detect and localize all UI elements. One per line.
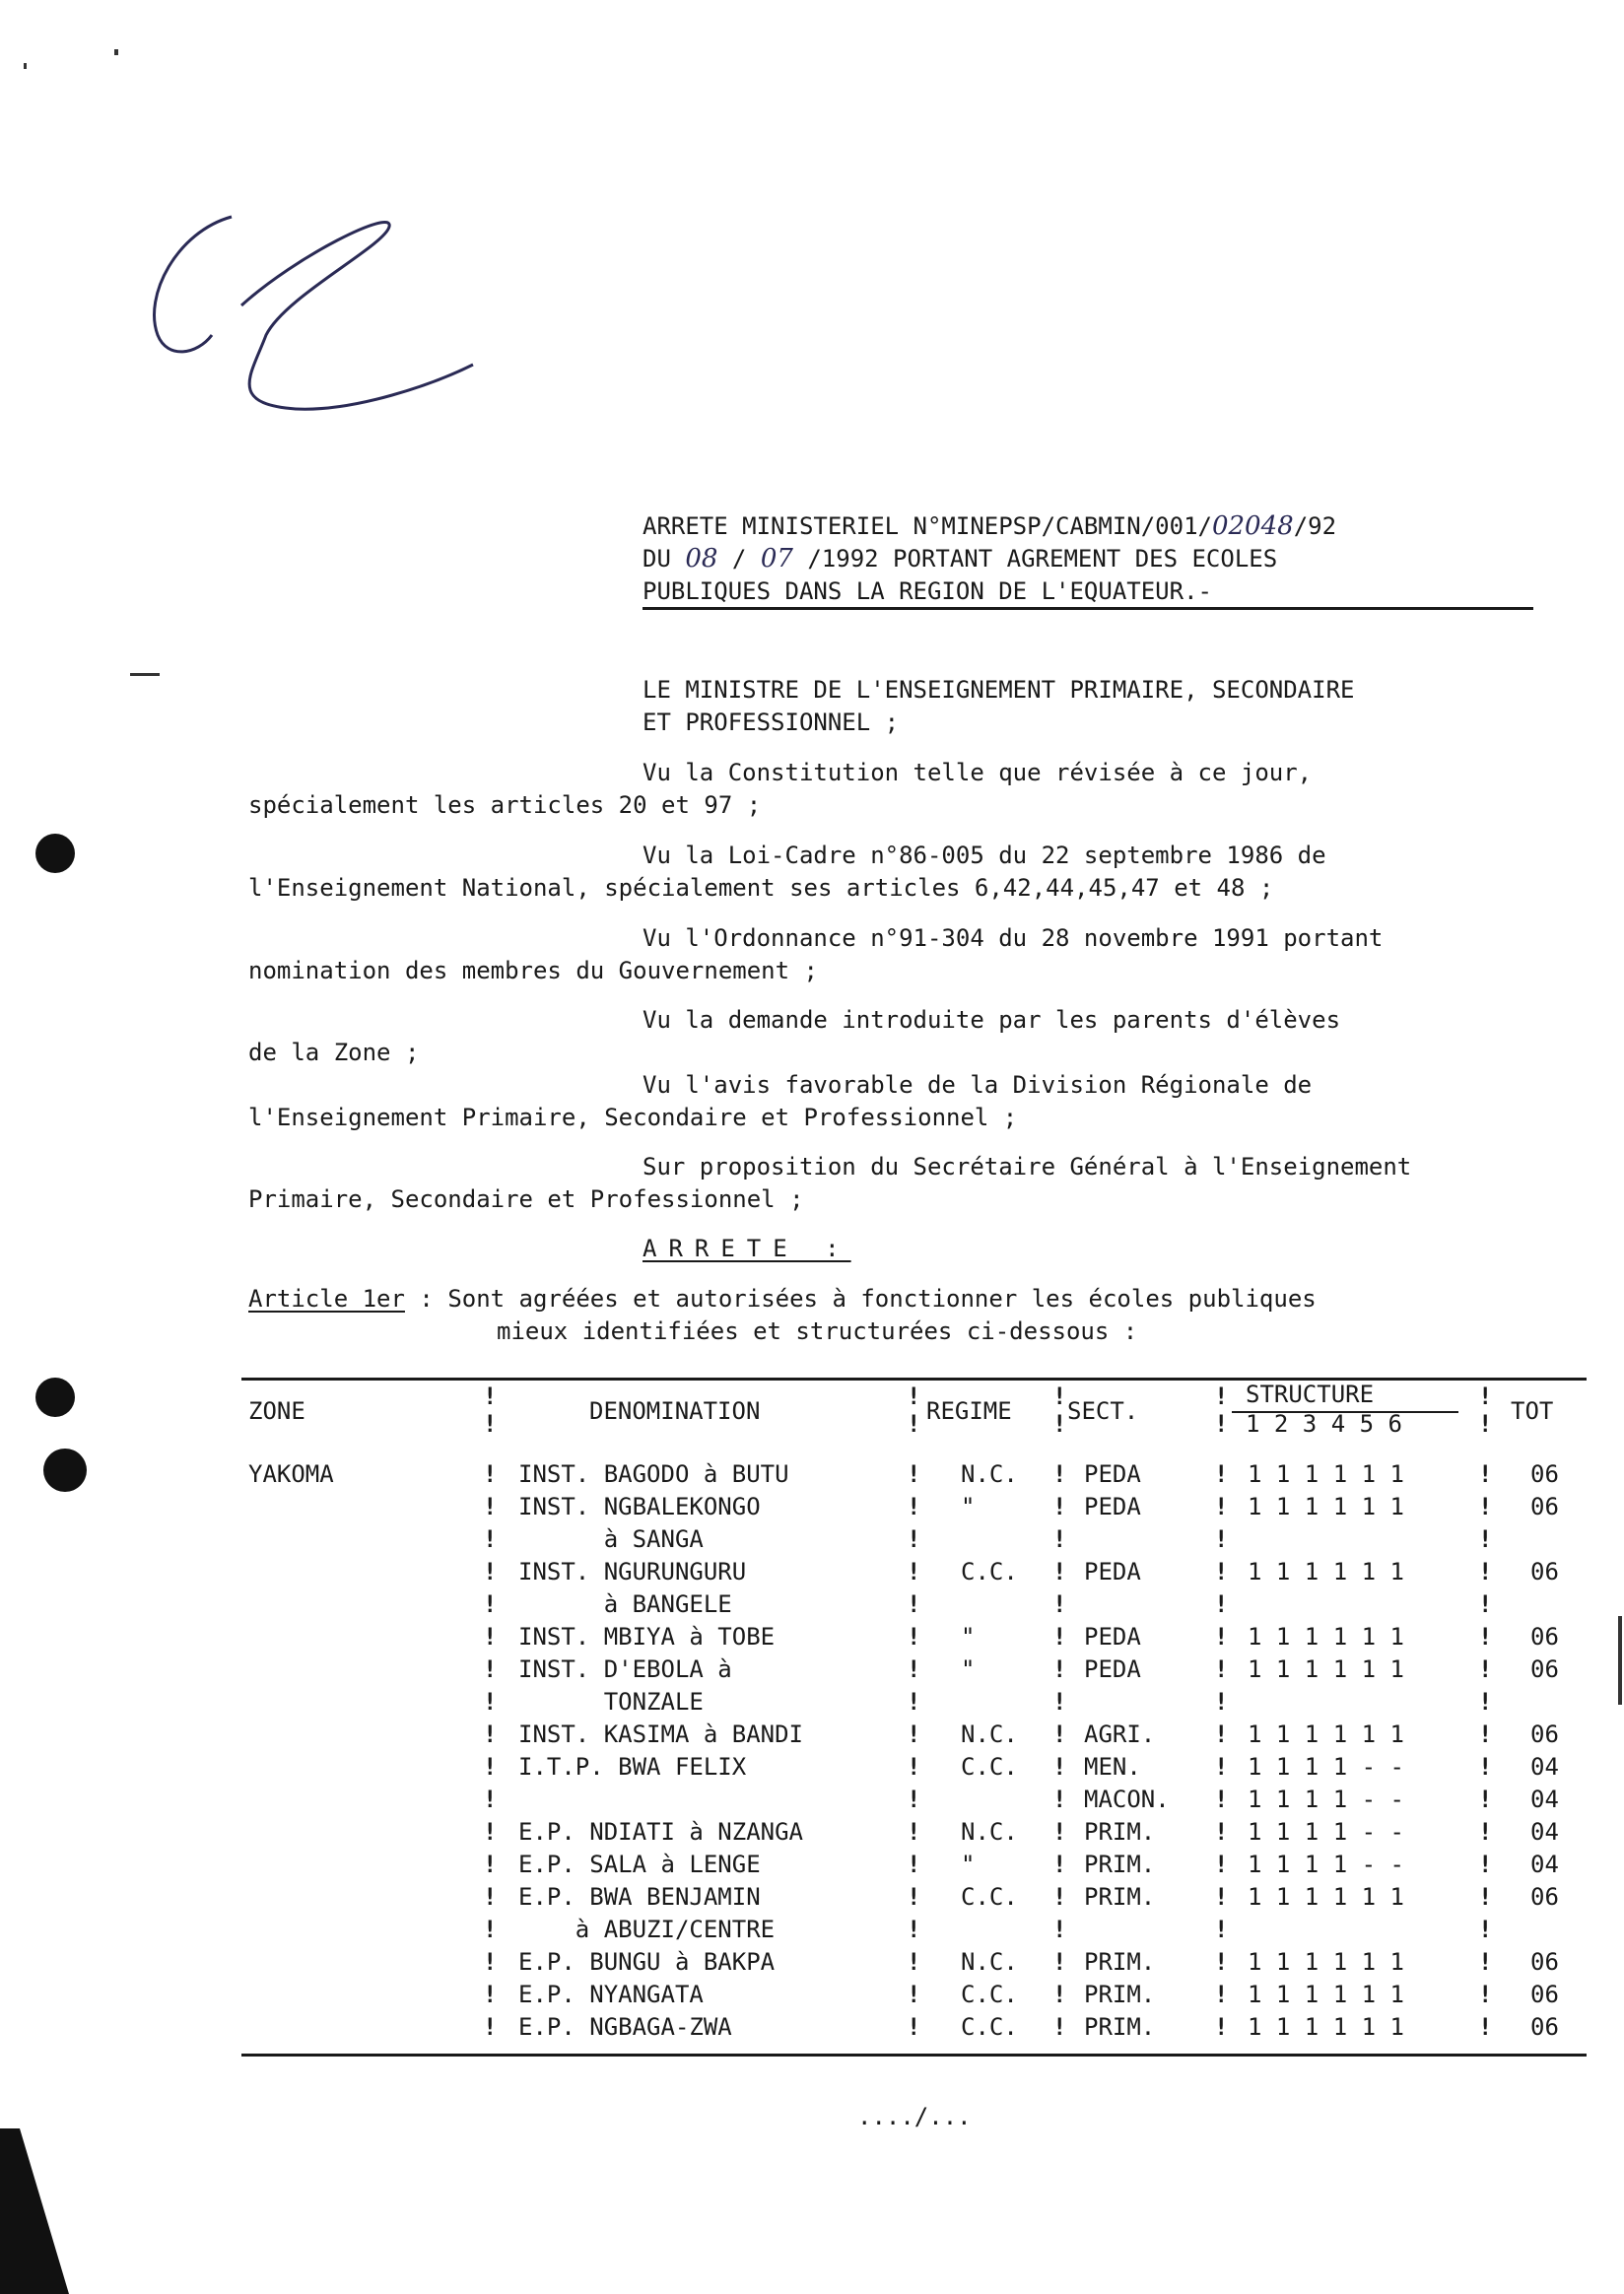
- cell-tot: 06: [1530, 1883, 1559, 1911]
- column-separator: !: [1214, 1558, 1229, 1586]
- cell-denomination: INST. MBIYA à TOBE: [518, 1623, 776, 1651]
- cell-regime: C.C.: [961, 1753, 1018, 1781]
- handwritten-initials: [138, 187, 493, 424]
- cell-tot: 06: [1530, 1460, 1559, 1488]
- cell-sect: PEDA: [1084, 1460, 1141, 1488]
- column-separator: !: [483, 1525, 498, 1553]
- column-separator: !: [1478, 2013, 1493, 2041]
- column-separator: !: [907, 1525, 921, 1553]
- cell-tot: 04: [1530, 1786, 1559, 1813]
- column-separator: !: [483, 1851, 498, 1878]
- cell-denomination: INST. BAGODO à BUTU: [518, 1460, 789, 1488]
- header-tot: TOT: [1511, 1397, 1554, 1425]
- cell-denomination: E.P. NYANGATA: [518, 1981, 704, 2008]
- cell-regime: C.C.: [961, 2013, 1018, 2041]
- column-separator: !: [1052, 1460, 1067, 1488]
- cell-structure: 1 1 1 1 1 1: [1248, 1493, 1404, 1520]
- column-separator: !: [1478, 1525, 1493, 1553]
- column-separator: !: [907, 1460, 921, 1488]
- column-separator: !: [907, 1851, 921, 1878]
- cell-structure: 1 1 1 1 1 1: [1248, 1558, 1404, 1586]
- column-separator: !: [1052, 1623, 1067, 1651]
- cell-structure: 1 1 1 1 1 1: [1248, 1720, 1404, 1748]
- column-separator: !: [1214, 1493, 1229, 1520]
- cell-sect: PEDA: [1084, 1493, 1141, 1520]
- column-separator: !: [907, 2013, 921, 2041]
- column-separator: !: [907, 1786, 921, 1813]
- cell-sect: MEN.: [1084, 1753, 1141, 1781]
- column-separator: !: [1214, 1460, 1229, 1488]
- cell-sect: PEDA: [1084, 1623, 1141, 1651]
- decree-title-line1: ARRETE MINISTERIEL N°MINEPSP/CABMIN/001/02048/92: [643, 511, 1337, 541]
- cell-structure: 1 1 1 1 - -: [1248, 1786, 1404, 1813]
- column-separator: !: [1052, 1655, 1067, 1683]
- column-separator: !: [1478, 1688, 1493, 1716]
- cell-regime: ": [961, 1493, 976, 1520]
- scan-edge-shadow: [0, 2128, 89, 2294]
- punch-hole-mark: [35, 1378, 75, 1417]
- cell-tot: 06: [1530, 1720, 1559, 1748]
- column-separator: !: [1214, 1623, 1229, 1651]
- cell-sect: PRIM.: [1084, 1818, 1156, 1846]
- cell-sect: PRIM.: [1084, 1851, 1156, 1878]
- column-separator: !: [1052, 1948, 1067, 1976]
- column-separator: !: [907, 1720, 921, 1748]
- vu-loi-cadre-a: Vu la Loi-Cadre n°86-005 du 22 septembre 1986 de: [643, 842, 1326, 869]
- cell-tot: 04: [1530, 1818, 1559, 1846]
- cell-structure: 1 1 1 1 1 1: [1248, 2013, 1404, 2041]
- column-separator: !: [483, 1916, 498, 1943]
- column-separator: !: [1478, 1590, 1493, 1618]
- sur-proposition-b: Primaire, Secondaire et Professionnel ;: [248, 1185, 804, 1213]
- cell-denomination: INST. KASIMA à BANDI: [518, 1720, 803, 1748]
- column-separator: !: [1478, 1786, 1493, 1813]
- column-separator: !: [483, 1558, 498, 1586]
- cell-regime: ": [961, 1851, 976, 1878]
- cell-regime: N.C.: [961, 1818, 1018, 1846]
- header-separator: ! !: [907, 1383, 921, 1438]
- minister-line1: LE MINISTRE DE L'ENSEIGNEMENT PRIMAIRE, SECONDAIRE: [643, 676, 1355, 704]
- column-separator: !: [907, 1655, 921, 1683]
- cell-structure: 1 1 1 1 - -: [1248, 1818, 1404, 1846]
- handwritten-decree-number: 02048: [1211, 511, 1294, 541]
- table-top-rule: [241, 1378, 1587, 1381]
- cell-denomination: E.P. NDIATI à NZANGA: [518, 1818, 803, 1846]
- cell-regime: ": [961, 1655, 976, 1683]
- column-separator: !: [483, 1688, 498, 1716]
- column-separator: !: [1478, 1851, 1493, 1878]
- column-separator: !: [483, 1981, 498, 2008]
- article-1-line2: mieux identifiées et structurées ci-dessous :: [497, 1317, 1138, 1345]
- header-structure-digits: 1 2 3 4 5 6: [1246, 1410, 1402, 1438]
- column-separator: !: [1052, 1525, 1067, 1553]
- cell-denomination: TONZALE: [518, 1688, 704, 1716]
- column-separator: !: [907, 1916, 921, 1943]
- cell-denomination: E.P. SALA à LENGE: [518, 1851, 761, 1878]
- column-separator: !: [1478, 1981, 1493, 2008]
- vu-loi-cadre-b: l'Enseignement National, spécialement ses articles 6,42,44,45,47 et 48 ;: [248, 874, 1274, 902]
- column-separator: !: [1214, 1883, 1229, 1911]
- cell-regime: N.C.: [961, 1948, 1018, 1976]
- column-separator: !: [907, 1948, 921, 1976]
- column-separator: !: [1052, 1883, 1067, 1911]
- column-separator: !: [907, 1883, 921, 1911]
- column-separator: !: [1478, 1623, 1493, 1651]
- cell-sect: PRIM.: [1084, 1883, 1156, 1911]
- column-separator: !: [1478, 1948, 1493, 1976]
- cell-sect: MACON.: [1084, 1786, 1170, 1813]
- header-separator: ! !: [483, 1383, 498, 1438]
- cell-tot: 04: [1530, 1753, 1559, 1781]
- decree-title-line2: DU 08 / 07 /1992 PORTANT AGREMENT DES ECOLES: [643, 544, 1278, 574]
- column-separator: !: [1214, 1720, 1229, 1748]
- column-separator: !: [1478, 1720, 1493, 1748]
- column-separator: !: [1478, 1493, 1493, 1520]
- handwritten-month: 07: [760, 544, 793, 574]
- cell-denomination: INST. NGURUNGURU: [518, 1558, 747, 1586]
- cell-tot: 06: [1530, 1493, 1559, 1520]
- sur-proposition-a: Sur proposition du Secrétaire Général à l'Enseignement: [643, 1153, 1412, 1181]
- article-1-line1: Article 1er : Sont agréées et autorisées à fonctionner les écoles publiques: [248, 1285, 1317, 1313]
- article-label: Article 1er: [248, 1285, 405, 1313]
- column-separator: !: [1214, 1818, 1229, 1846]
- column-separator: !: [1214, 1948, 1229, 1976]
- cell-sect: PEDA: [1084, 1558, 1141, 1586]
- vu-constitution-a: Vu la Constitution telle que révisée à ce jour,: [643, 759, 1313, 786]
- column-separator: !: [1478, 1883, 1493, 1911]
- cell-regime: N.C.: [961, 1460, 1018, 1488]
- column-separator: !: [1478, 1655, 1493, 1683]
- column-separator: !: [1478, 1460, 1493, 1488]
- column-separator: !: [907, 1558, 921, 1586]
- column-separator: !: [483, 2013, 498, 2041]
- column-separator: !: [483, 1786, 498, 1813]
- column-separator: !: [1052, 1786, 1067, 1813]
- column-separator: !: [1478, 1916, 1493, 1943]
- header-separator: ! !: [1052, 1383, 1067, 1438]
- column-separator: !: [1214, 1786, 1229, 1813]
- cell-sect: PRIM.: [1084, 2013, 1156, 2041]
- cell-tot: 06: [1530, 1948, 1559, 1976]
- header-separator: ! !: [1214, 1383, 1229, 1438]
- handwritten-day: 08: [685, 544, 718, 574]
- column-separator: !: [1052, 1916, 1067, 1943]
- column-separator: !: [907, 1753, 921, 1781]
- cell-structure: 1 1 1 1 1 1: [1248, 1623, 1404, 1651]
- column-separator: !: [483, 1720, 498, 1748]
- cell-regime: C.C.: [961, 1883, 1018, 1911]
- column-separator: !: [907, 1981, 921, 2008]
- column-separator: !: [907, 1623, 921, 1651]
- cell-denomination: à ABUZI/CENTRE: [518, 1916, 776, 1943]
- cell-denomination: INST. D'EBOLA à: [518, 1655, 732, 1683]
- column-separator: !: [1052, 1753, 1067, 1781]
- column-separator: !: [1478, 1753, 1493, 1781]
- cell-structure: 1 1 1 1 1 1: [1248, 1948, 1404, 1976]
- column-separator: !: [483, 1948, 498, 1976]
- column-separator: !: [483, 1590, 498, 1618]
- header-zone: ZONE: [248, 1397, 305, 1425]
- column-separator: !: [1052, 1688, 1067, 1716]
- cell-regime: N.C.: [961, 1720, 1018, 1748]
- column-separator: !: [483, 1753, 498, 1781]
- scan-speck: [24, 63, 27, 69]
- cell-tot: 06: [1530, 1981, 1559, 2008]
- decree-title-line3: PUBLIQUES DANS LA REGION DE L'EQUATEUR.-: [643, 577, 1212, 605]
- cell-structure: 1 1 1 1 1 1: [1248, 1655, 1404, 1683]
- table-bottom-rule: [241, 2054, 1587, 2057]
- column-separator: !: [1214, 1590, 1229, 1618]
- column-separator: !: [1214, 1981, 1229, 2008]
- cell-denomination: E.P. BUNGU à BAKPA: [518, 1948, 776, 1976]
- cell-denomination: E.P. NGBAGA-ZWA: [518, 2013, 732, 2041]
- minister-line2: ET PROFESSIONNEL ;: [643, 708, 900, 736]
- zone-yakoma: YAKOMA: [248, 1460, 334, 1488]
- column-separator: !: [1052, 1558, 1067, 1586]
- column-separator: !: [907, 1818, 921, 1846]
- cell-structure: 1 1 1 1 - -: [1248, 1851, 1404, 1878]
- cell-tot: 04: [1530, 1851, 1559, 1878]
- column-separator: !: [1052, 1493, 1067, 1520]
- cell-denomination: à SANGA: [518, 1525, 704, 1553]
- scan-edge-line: [1618, 1616, 1622, 1705]
- vu-avis-b: l'Enseignement Primaire, Secondaire et Professionnel ;: [248, 1104, 1018, 1131]
- cell-structure: 1 1 1 1 1 1: [1248, 1981, 1404, 2008]
- column-separator: !: [483, 1623, 498, 1651]
- cell-regime: C.C.: [961, 1981, 1018, 2008]
- column-separator: !: [1052, 1590, 1067, 1618]
- cell-denomination: INST. NGBALEKONGO: [518, 1493, 761, 1520]
- title-underline: [643, 607, 1533, 610]
- column-separator: !: [1052, 1818, 1067, 1846]
- cell-sect: PRIM.: [1084, 1981, 1156, 2008]
- arrete-heading: ARRETE :: [643, 1235, 851, 1262]
- vu-demande-b: de la Zone ;: [248, 1039, 420, 1066]
- column-separator: !: [1052, 2013, 1067, 2041]
- cell-denomination: E.P. BWA BENJAMIN: [518, 1883, 761, 1911]
- cell-regime: C.C.: [961, 1558, 1018, 1586]
- column-separator: !: [483, 1460, 498, 1488]
- column-separator: !: [1214, 1851, 1229, 1878]
- cell-denomination: I.T.P. BWA FELIX: [518, 1753, 747, 1781]
- column-separator: !: [1478, 1818, 1493, 1846]
- column-separator: !: [1214, 2013, 1229, 2041]
- header-denomination: DENOMINATION: [589, 1397, 761, 1425]
- vu-ordonnance-a: Vu l'Ordonnance n°91-304 du 28 novembre 1991 portant: [643, 924, 1384, 952]
- header-separator: ! !: [1478, 1383, 1493, 1438]
- punch-hole-mark: [35, 834, 75, 873]
- column-separator: !: [1478, 1558, 1493, 1586]
- cell-structure: 1 1 1 1 1 1: [1248, 1460, 1404, 1488]
- column-separator: !: [907, 1590, 921, 1618]
- column-separator: !: [1214, 1916, 1229, 1943]
- cell-structure: 1 1 1 1 - -: [1248, 1753, 1404, 1781]
- cell-denomination: à BANGELE: [518, 1590, 732, 1618]
- column-separator: !: [483, 1818, 498, 1846]
- vu-avis-a: Vu l'avis favorable de la Division Régionale de: [643, 1071, 1313, 1099]
- column-separator: !: [483, 1493, 498, 1520]
- cell-regime: ": [961, 1623, 976, 1651]
- cell-tot: 06: [1530, 1655, 1559, 1683]
- column-separator: !: [907, 1493, 921, 1520]
- scan-speck: [130, 673, 160, 676]
- continuation-mark: ..../...: [857, 2103, 972, 2130]
- column-separator: !: [1214, 1655, 1229, 1683]
- punch-hole-mark: [43, 1449, 87, 1492]
- cell-tot: 06: [1530, 1558, 1559, 1586]
- cell-sect: PEDA: [1084, 1655, 1141, 1683]
- scan-speck: [114, 49, 118, 55]
- column-separator: !: [1214, 1753, 1229, 1781]
- vu-constitution-b: spécialement les articles 20 et 97 ;: [248, 791, 762, 819]
- cell-structure: 1 1 1 1 1 1: [1248, 1883, 1404, 1911]
- header-structure: STRUCTURE: [1246, 1381, 1375, 1408]
- cell-sect: PRIM.: [1084, 1948, 1156, 1976]
- column-separator: !: [1052, 1981, 1067, 2008]
- column-separator: !: [1214, 1525, 1229, 1553]
- column-separator: !: [1052, 1851, 1067, 1878]
- cell-tot: 06: [1530, 1623, 1559, 1651]
- header-regime: REGIME: [926, 1397, 1012, 1425]
- vu-demande-a: Vu la demande introduite par les parents d'élèves: [643, 1006, 1341, 1034]
- column-separator: !: [483, 1655, 498, 1683]
- cell-tot: 06: [1530, 2013, 1559, 2041]
- column-separator: !: [1214, 1688, 1229, 1716]
- header-sect: SECT.: [1067, 1397, 1139, 1425]
- column-separator: !: [907, 1688, 921, 1716]
- vu-ordonnance-b: nomination des membres du Gouvernement ;: [248, 957, 818, 984]
- cell-sect: AGRI.: [1084, 1720, 1156, 1748]
- column-separator: !: [1052, 1720, 1067, 1748]
- column-separator: !: [483, 1883, 498, 1911]
